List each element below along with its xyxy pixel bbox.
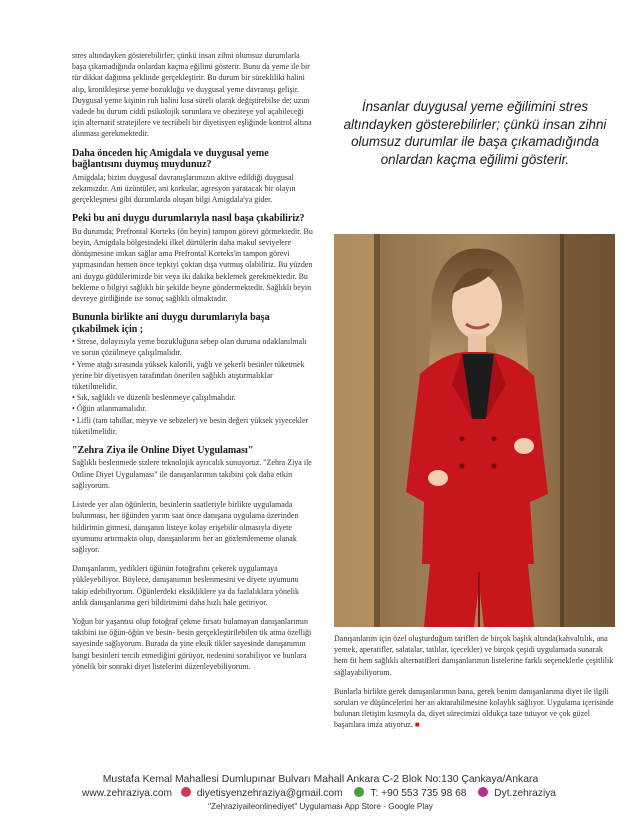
intro-paragraph: stres altındayken gösterebilirler; çünkü insan zihni olumsuz durumlarla başa çıkamadığında onlardan kaçma eğilimi gösterir. Bunu da yeme ile bir tür dikkat dağıtma şeklinde gerçekleştirir. Bu durum bir sürekliliki halini alıp, kronikleşirse yeme bozukluğu ve duygusal yeme davranışı gelişir. Duygusal yeme kişinin ruh halini kısa süreli olarak değiştirebilse de; uzun vadede bu durum ciddi psikolojik sorunlara ve obeziteye yol açabileceği için alternatif stratejilere ve tecrübeli bir diyetisyen eşliğinde kontrol altına alınması gerekmektedir. (72, 51, 312, 139)
heading-amigdala: Daha önceden hiç Amigdala ve duygusal yeme bağlantısını duymuş muydunuz? (72, 147, 269, 171)
pull-quote: İnsanlar duygusal yeme eğilimini stres altındayken gösterebilirler; çünkü insan zihni olumsuz durumlar ile başa çıkamadığında onlardan kaçma eğilimi gösterir. (343, 99, 607, 167)
right-column (334, 633, 616, 739)
end-mark-icon: ■ (414, 720, 420, 730)
footer-email-link[interactable] (181, 788, 346, 799)
footer-instagram-link[interactable] (478, 788, 559, 799)
left-column (72, 50, 314, 680)
instagram-icon (478, 787, 488, 797)
tip-item: • Strese, dolayısıyla yeme bozukluğuna sebep olan duruma odaklanılmalı ve sorun çözülmeye çalışılmalıdır. (72, 336, 314, 358)
footer-website-link[interactable]: www.zehraziya.com (82, 788, 173, 799)
tip-item: • Yeme atağı sırasında yüksek kalorili, yağlı ve şekerli besinler tüketmek yerine bir diyetisyen tarafından önerilen sağlıklı atıştırmalıklar tüketilmelidir. (72, 359, 314, 393)
portrait-photo (334, 234, 615, 627)
footer-phone-link[interactable] (354, 788, 469, 799)
communication-paragraph (334, 686, 616, 731)
footer-instagram-text: Dyt.zehraziya (494, 788, 556, 799)
footer-app-line: "Zehraziyaileonlinediyet" Uygulaması App Store - Google Play (208, 802, 433, 811)
tip-item: • Öğün atlanmamalıdır. (72, 403, 314, 414)
footer-phone-text: T: +90 553 735 98 68 (370, 788, 467, 799)
footer-email-text: diyetisyenzehraziya@gmail.com (196, 788, 343, 799)
coping-paragraph: Bu durumda; Prefrontal Korteks (ön beyin) tampon görevi görmektedir. Bu beyin, Amigdala bölgesindeki ilkel dürtülerin daha makul seviyelere dönüşmesine imkan sağlar ama Prefrontal Korteks'in tampon görevi yapmasından hemen önce tepkiyi çoktan dışa vurmuş olabiliriz. Bu yüzden ani duygu güdülerimizde bir veya iki dakika beklemek gerekmektedir. Bu bekleme o bilgiyi sağlıklı bir şekilde beyne göndermektedir. Sağlıklı beyin devreye girdiğinde ise sonuç sağlıklı olmaktadır. (72, 226, 313, 303)
phone-icon (354, 787, 364, 797)
mail-icon (181, 787, 191, 797)
page-footer (0, 773, 641, 812)
footer-contacts (0, 786, 641, 801)
tip-item: • Lifli (tam tahıllar, meyve ve sebzeler) ve besin değeri yüksek yiyecekler tüketilmelidir. (72, 415, 314, 437)
tip-item: • Sık, sağlıklı ve düzenli beslenmeye çalışılmalıdır. (72, 392, 314, 403)
heading-coping: Peki bu ani duygu durumlarıyla nasıl başa çıkabiliriz? (72, 213, 305, 225)
footer-address: Mustafa Kemal Mahallesi Dumlupınar Bulvarı Mahall Ankara C-2 Blok No:130 Çankaya/Ankara (102, 774, 539, 785)
tick-feature-paragraph: Yoğun bir yaşantısı olup fotoğraf çekme fırsatı bulamayan danışanlarımın takibini ise öğün-öğün ve besin- besin gerçekleştirilebilen tik atma özelliği sayesinde sağlıyorum. Burada da yine eksik tikler sayesinde danışanımın hangi besinleri tercih etmediğini görüyor, nedenini sorabiliyor ve bunlara yönelik bir sonraki diyet listelerini düzenleyebiliyorum. (72, 616, 312, 671)
portrait-illustration (334, 234, 615, 627)
online-app-paragraph: Sağlıklı beslenmede sizlere teknolojik ayrıcalık sunuyoruz. "Zehra Ziya ile Online Diyet Uygulaması" ile danışanlarımın takibini çok daha etkin sağlıyorum. (72, 458, 312, 490)
amigdala-paragraph: Amigdala; bizim duygusal davranışlarımızın aktive edildiği duygusal zekamızdır. Ani üzüntüler, ani korkular, agresyon yaratacak bir olayın gerçekleşmesi gibi durumlarda oluşan bilgi Amigdala'ya gider. (72, 172, 296, 205)
communication-text: Bunlarla birlikte gerek danışanlarımın bana, gerek benim danışanlarıma diyet ile ilgili soruları ve düşüncelerini her an aktarabilmesine kolaylık sağlıyor. Uygulama içerisinde bulunan iletişim kısmıyla da, diyet sürecimizi oldukça taze tutuyor ve çok güzel başarılara imza atıyoruz. (334, 686, 614, 730)
recipes-paragraph: Danışanlarım için özel oluşturduğum tarifleri de birçok başlık altında(kahvaltılık, ana yemek, aperatifler, salatalar, tatlılar, içecekler) ve birçok çeşidi uygulamada sunarak hem fit hem sağlıklı alternatifleri danışanlarımın listelerine farklı seçeneklerle çeşitlilik sağlayabiliyorum. (334, 634, 614, 677)
heading-online-app: "Zehra Ziya ile Online Diyet Uygulaması" (72, 444, 254, 456)
tips-list (72, 336, 314, 437)
notification-paragraph: Listede yer alan öğünlerin, besinlerin saatleriyle birlikte uygulamada bulunması, her öğünden yarım saat önce danışana uygulama üzerinden bildirimin gitmesi, danışanın listeye kolay erişebilir olmasıyla diyete uyumunu artırmakta olup, danışanlarımı her an gözlemlememe olanak sağlıyor. (72, 500, 299, 554)
heading-tips: Bununla birlikte ani duygu durumlarıyla başa çıkabilmek için ; (72, 312, 270, 335)
photo-upload-paragraph: Danışanlarım, yedikleri öğünün fotoğrafını çekerek uygulamaya yükleyebiliyor. Böylece, danışanımın beslenmesini ve diyete uyumunu takip edebiliyorum. Öğünlerdeki eksikliklere ya da fazlalıklara yönelik anlık danışanlarıma geri bildirimimi daha hızlı hale getiriyor. (72, 564, 300, 607)
